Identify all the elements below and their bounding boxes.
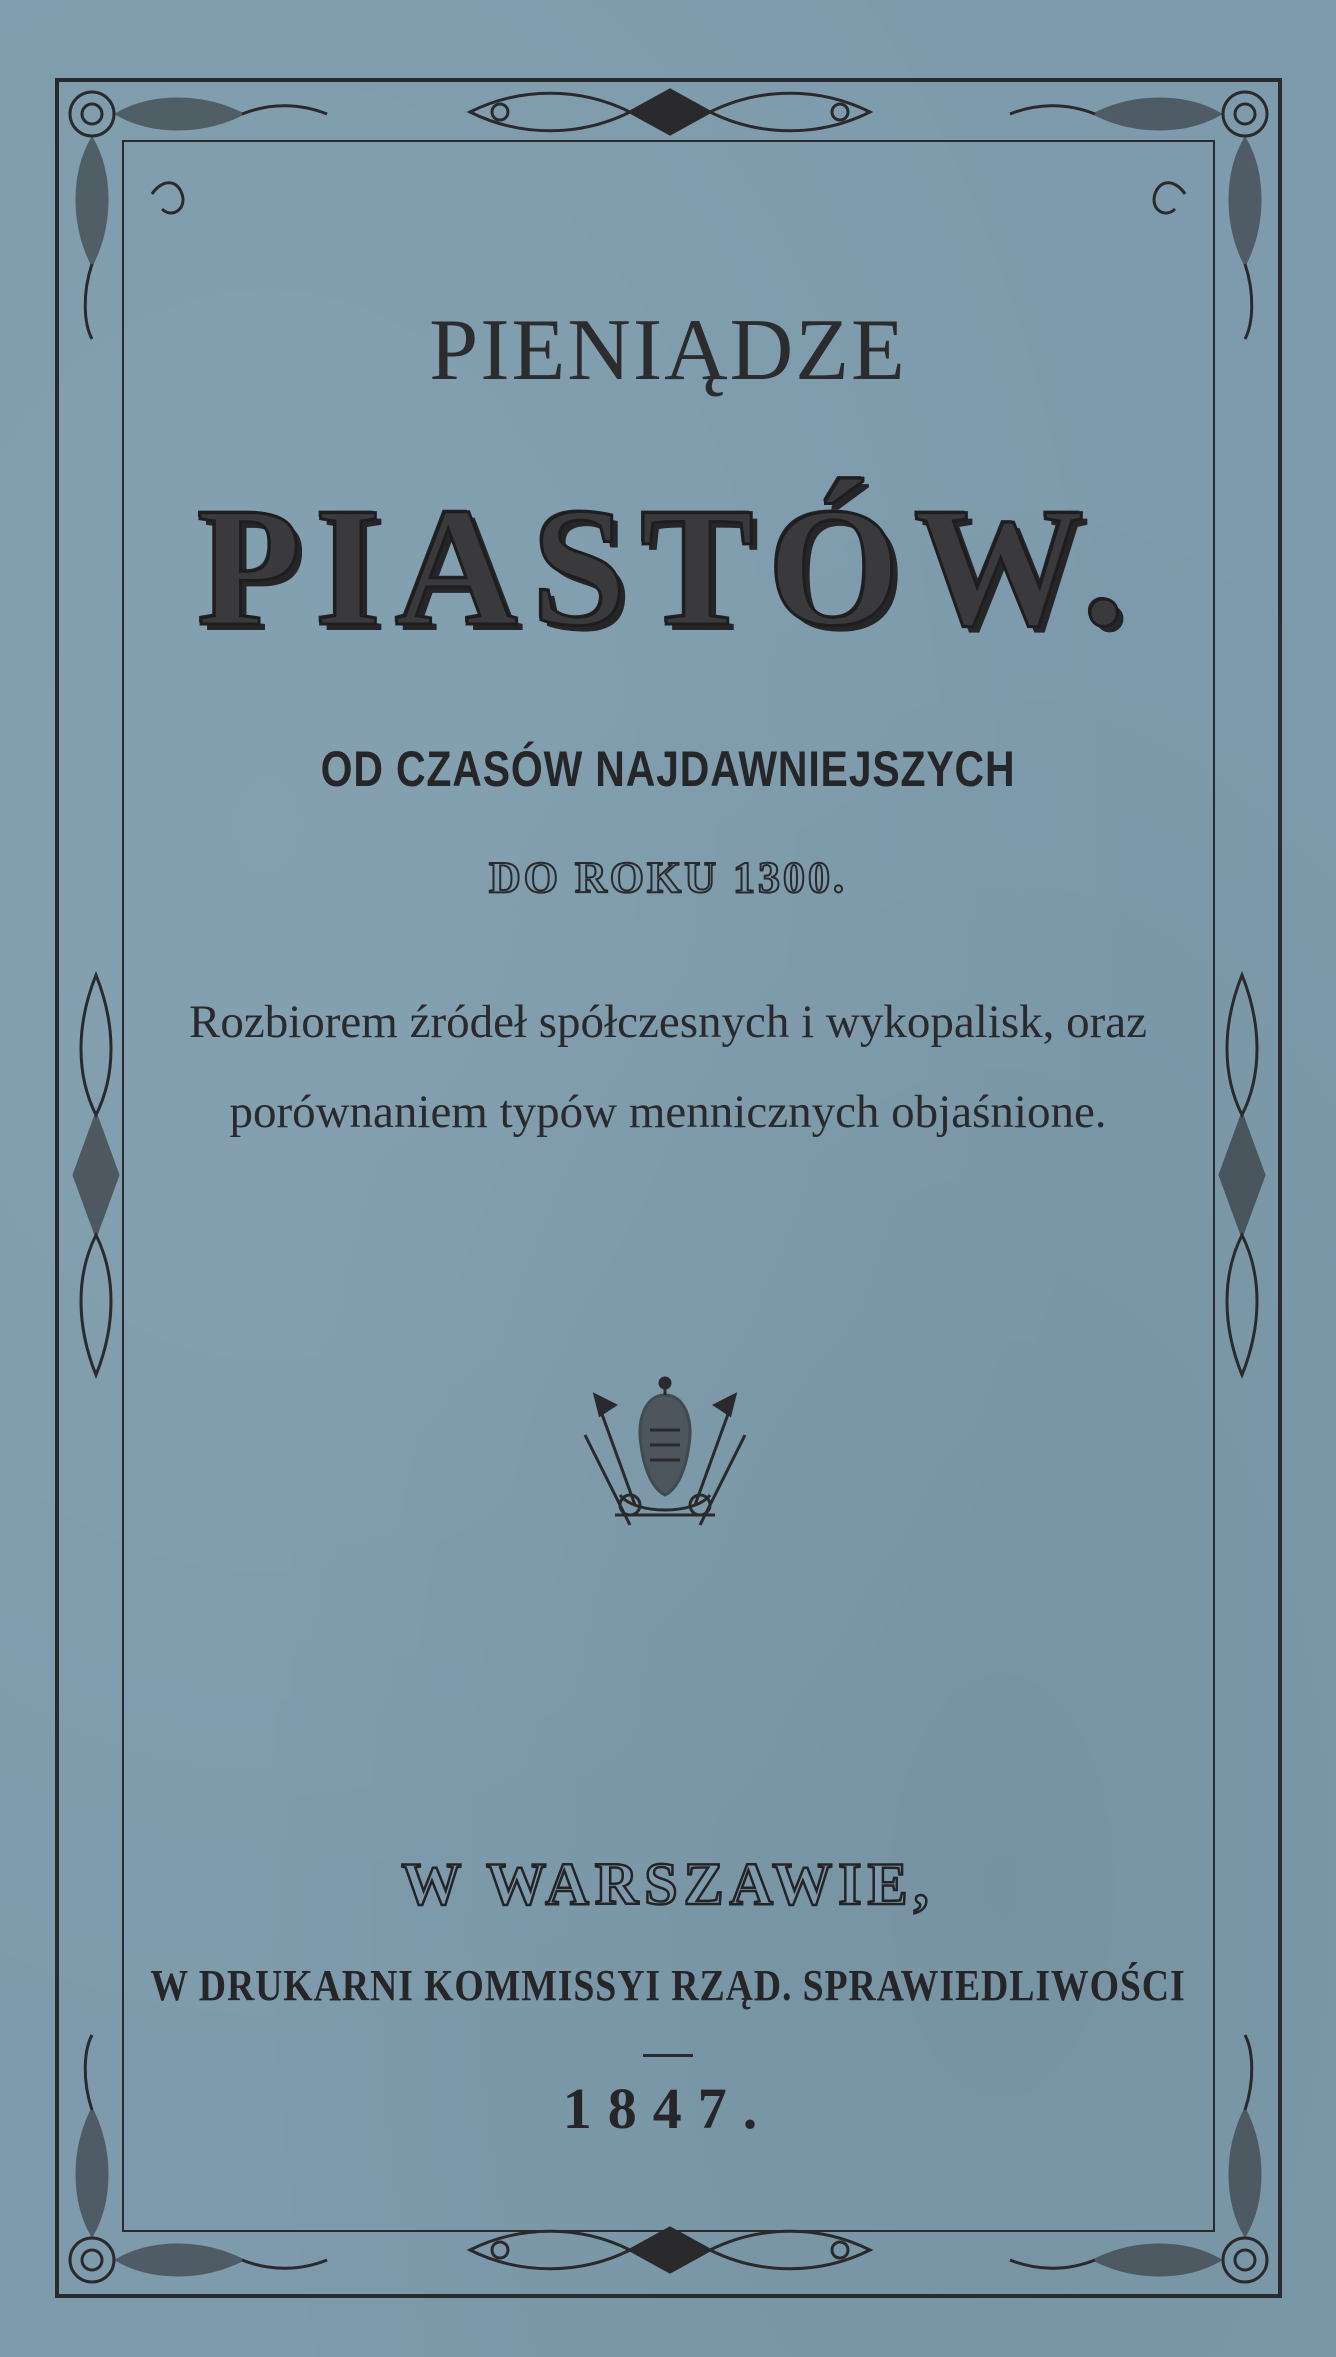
- description-line-2: porównaniem typów mennicznych objaśnione.: [229, 1086, 1107, 1138]
- bottom-center-ornament-icon: [460, 2220, 880, 2280]
- subtitle-line-2: DO ROKU 1300.: [489, 853, 847, 902]
- imprint-place: W WARSZAWIE,: [401, 1851, 935, 1917]
- top-center-ornament-icon: [460, 82, 880, 142]
- subtitle-line-1: OD CZASÓW NAJDAWNIEJSZYCH: [320, 741, 1016, 797]
- imprint-printer: W DRUKARNI KOMMISSYI RZĄD. SPRAWIEDLIWOŚCI: [150, 1961, 1186, 2010]
- bottom-right-corner-ornament-icon: [995, 2030, 1275, 2290]
- bottom-left-corner-ornament-icon: [62, 2030, 342, 2290]
- title-line-1: PIENIĄDZE: [429, 302, 907, 399]
- description-line-1: Rozbiorem źródeł spółczesnych i wykopalisk, oraz: [189, 996, 1147, 1048]
- trophy-of-arms-icon: [575, 1375, 755, 1535]
- title-line-2: PIASTÓW.: [197, 473, 1139, 661]
- imprint-year: 1847.: [562, 2076, 774, 2141]
- divider-rule: [643, 2054, 693, 2057]
